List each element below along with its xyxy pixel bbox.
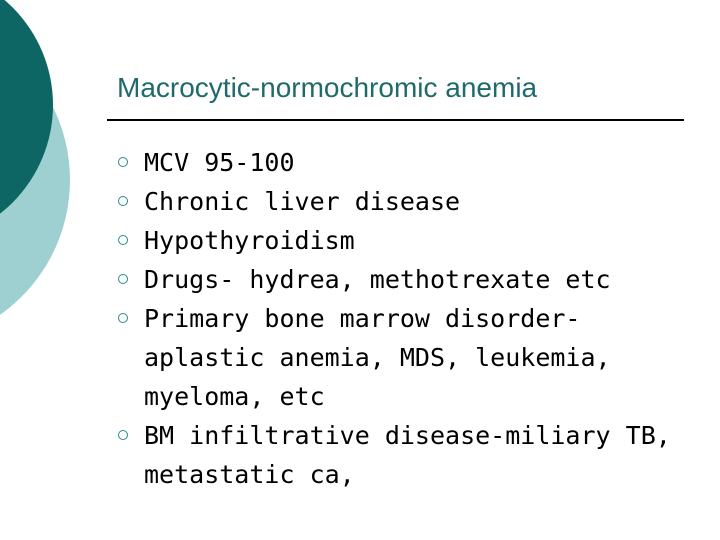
bullet-list	[144, 143, 704, 494]
bullet-item	[144, 221, 704, 260]
bullet-item	[144, 260, 704, 299]
hollow-circle-bullet-icon	[118, 313, 128, 323]
bullet-text: Hypothyroidism	[144, 226, 355, 255]
slide-title: Macrocytic-normochromic anemia	[117, 72, 538, 103]
bullet-text: BM infiltrative disease-miliary TB, metastatic ca,	[144, 421, 671, 489]
bullet-text: Drugs- hydrea, methotrexate etc	[144, 265, 611, 294]
bullet-text: MCV 95-100	[144, 148, 295, 177]
bullet-text: Primary bone marrow disorder- aplastic anemia, MDS, leukemia, myeloma, etc	[144, 304, 611, 411]
bullet-item	[144, 182, 704, 221]
bullet-text: Chronic liver disease	[144, 187, 461, 216]
title-underline	[107, 119, 684, 121]
bullet-item	[144, 143, 704, 182]
hollow-circle-bullet-icon	[118, 274, 128, 284]
hollow-circle-bullet-icon	[118, 196, 128, 206]
hollow-circle-bullet-icon	[118, 430, 128, 440]
hollow-circle-bullet-icon	[118, 157, 128, 167]
bullet-item	[144, 416, 704, 494]
bullet-item	[144, 299, 704, 416]
hollow-circle-bullet-icon	[118, 235, 128, 245]
